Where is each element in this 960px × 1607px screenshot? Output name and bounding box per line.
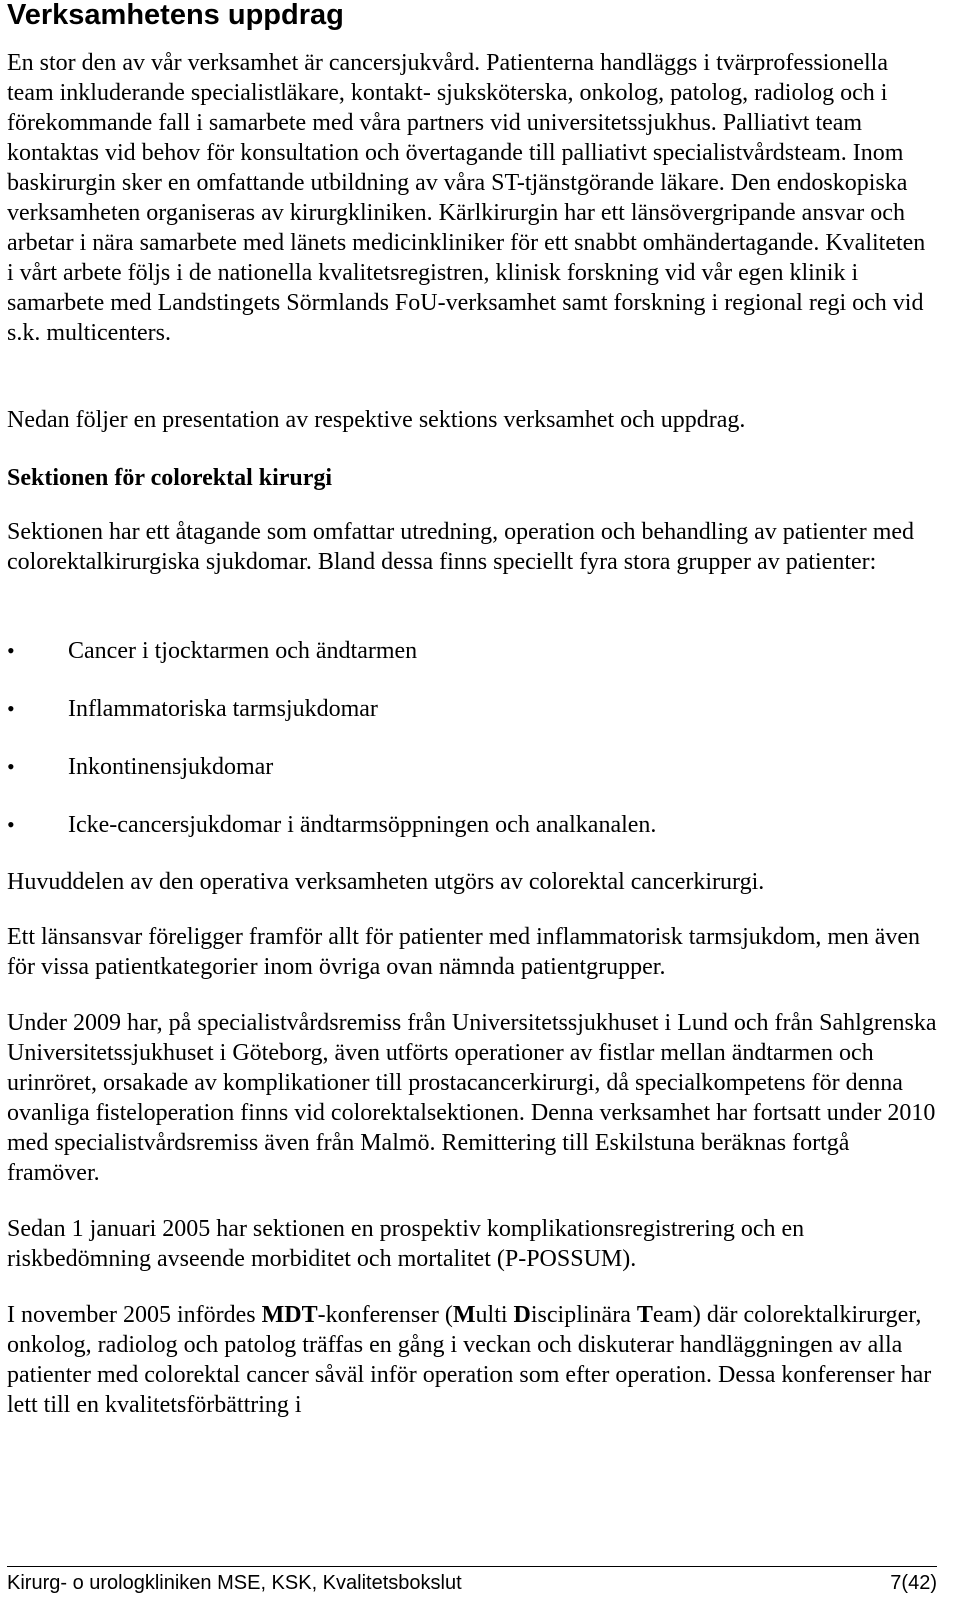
bullet-icon: • <box>7 812 15 837</box>
presentation-paragraph: Nedan följer en presentation av respektive sektions verksamhet och uppdrag. <box>7 407 746 433</box>
section-heading: Sektionen för colorektal kirurgi <box>7 465 333 491</box>
page-title: Verksamhetens uppdrag <box>7 0 344 31</box>
bullet-icon: • <box>7 696 15 721</box>
footer-document-title: Kirurg- o urologkliniken MSE, KSK, Kvalitetsbokslut <box>7 1572 462 1594</box>
fistula-operations-paragraph: Under 2009 har, på specialistvårdsremiss från Universitetssjukhuset i Lund och från Sahlgrenska Universitetssjukhuset i Göteborg, även utförts operationer av fistlar mellan ändtarmen och urinröret, orsakade av komplikationer till prostacancerkirurgi, då specialkompetens för denna ovanliga fisteloperation finns vid colorektalsektionen. Denna verksamhet har fortsatt under 2010 med specialistvårdsremiss även från Malmö. Remittering till Eskilstuna beräknas fortgå framöver. <box>7 1010 937 1186</box>
bullet-icon: • <box>7 638 15 663</box>
main-operations-paragraph: Huvuddelen av den operativa verksamheten utgörs av colorektal cancerkirurgi. <box>7 869 765 895</box>
county-responsibility-paragraph: Ett länsansvar föreligger framför allt för patienter med inflammatorisk tarmsjukdom, men även för vissa patientkategorier inom övriga ovan nämnda patientgrupper. <box>7 924 921 980</box>
intro-paragraph: En stor den av vår verksamhet är cancersjukvård. Patienterna handläggs i tvärprofessionella team inkluderande specialistläkare, kontakt- sjuksköterska, onkolog, patolog, radiolog och i förekommande fall i samarbete med våra partners vid universitetssjukhus. Palliativt team kontaktas vid behov för konsultation och övertagande till palliativt specialistvårdsteam. Inom baskirurgin sker en omfattande utbildning av våra ST-tjänstgörande läkare. Den endoskopiska verksamheten organiseras av kirurgkliniken. Kärlkirurgin har ett länsövergripande ansvar och arbetar i nära samarbete med länets medicinkliniker för ett snabbt omhändertagande. Kvaliteten i vårt arbete följs i de nationella kvalitetsregistren, klinisk forskning vid vår egen klinik i samarbete med Landstingets Sörmlands FoU-verksamhet samt forskning i regional regi och vid s.k. multicenters. <box>7 50 926 346</box>
footer-divider <box>7 1566 937 1567</box>
complication-registration-paragraph: Sedan 1 januari 2005 har sektionen en prospektiv komplikationsregistrering och en riskbedömning avseende morbiditet och mortalitet (P-POSSUM). <box>7 1216 805 1272</box>
mdt-abbreviation: MDT <box>261 1302 318 1328</box>
footer-page-number: 7(42) <box>890 1572 937 1594</box>
bullet-icon: • <box>7 754 15 779</box>
section-intro-paragraph: Sektionen har ett åtagande som omfattar utredning, operation och behandling av patienter med colorektalkirurgiska sjukdomar. Bland dessa finns speciellt fyra stora grupper av patienter: <box>7 519 915 575</box>
mdt-paragraph: I november 2005 infördes MDT-konferenser (Multi Disciplinära Team) där colorektalkirurger, onkolog, radiolog och patolog träffas en gång i veckan och diskuterar handläggningen av alla patienter med colorektal cancer såväl inför operation som efter operation. Dessa konferenser har lett till en kvalitetsförbättring i <box>7 1302 932 1418</box>
